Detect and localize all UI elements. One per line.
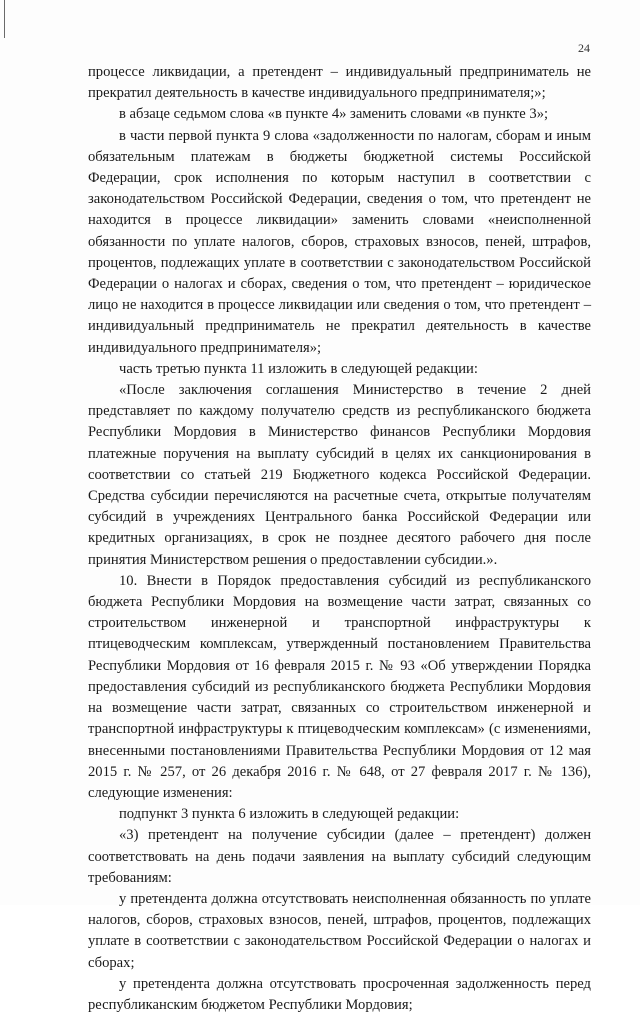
paragraph-5: «После заключения соглашения Министерство в течение 2 дней представляет по каждому получателю средств из республиканского бюджета Республики Мордовия в Министерство финансов Республики Мордовия платежные поручения на выплату субсидий в целях их санкционирования в соответствии со статьей 219 Бюджетного кодекса Российской Федерации. Средства субсидии перечисляются на расчетные счета, открытые получателям субсидий в учреждениях Центрального банка Российской Федерации или кредитных организациях, в срок не позднее десятого рабочего дня после принятия Министерством решения о предоставлении субсидии.». [88, 382, 591, 568]
paragraph-3: в части первой пункта 9 слова «задолженности по налогам, сборам и иным обязательным платежам в бюджеты бюджетной системы Российской Федерации, срок исполнения по которым наступил в соответствии с законодательством Российской Федерации, сведения о том, что претендент не находится в процессе ликвидации» заменить словами «неисполненной обязанности по уплате налогов, сборов, страховых взносов, пеней, штрафов, процентов, подлежащих уплате в соответствии с законодательством Российской Федерации о налогах и сборах, сведения о том, что претендент – юридическое лицо не находится в процессе ликвидации или сведения о том, что претендент – индивидуальный предприниматель не прекратил деятельность в качестве индивидуального предпринимателя»; [88, 127, 591, 356]
paragraph-2: в абзаце седьмом слова «в пункте 4» заменить словами «в пункте 3»; [119, 106, 549, 123]
paragraph-10: у претендента должна отсутствовать просроченная задолженность перед республиканским бюджетом Республики Мордовия; [88, 975, 591, 1013]
paragraph-8: «3) претендент на получение субсидии (далее – претендент) должен соответствовать на день подачи заявления на выплату субсидий следующим требованиям: [88, 827, 591, 886]
document-body [88, 62, 591, 1016]
paragraph-4: часть третью пункта 11 изложить в следующей редакции: [119, 360, 478, 377]
paragraph-9: у претендента должна отсутствовать неисполненная обязанность по уплате налогов, сборов, страховых взносов, пеней, штрафов, процентов, подлежащих уплате в соответствии с законодательством Российской Федерации о налогах и сборах; [88, 890, 591, 971]
paragraph-1: процессе ликвидации, а претендент – индивидуальный предприниматель не прекратил деятельность в качестве индивидуального предпринимателя;»; [88, 64, 591, 102]
paragraph-7: подпункт 3 пункта 6 изложить в следующей редакции: [119, 806, 460, 823]
scan-edge-line [4, 0, 5, 38]
page-number: 24 [578, 41, 590, 55]
paragraph-6: 10. Внести в Порядок предоставления субсидий из республиканского бюджета Республики Мордовия на возмещение части затрат, связанных со строительством инженерной и транспортной инфраструктуры к птицеводческим комплексам, утвержденный постановлением Правительства Республики Мордовия от 16 февраля 2015 г. № 93 «Об утверждении Порядка предоставления субсидий из республиканского бюджета Республики Мордовия на возмещение части затрат, связанных со строительством инженерной и транспортной инфраструктуры к птицеводческим комплексам» (с изменениями, внесенными постановлениями Правительства Республики Мордовия от 12 мая 2015 г. № 257, от 26 декабря 2016 г. № 648, от 27 февраля 2017 г. № 136), следующие изменения: [88, 572, 591, 801]
